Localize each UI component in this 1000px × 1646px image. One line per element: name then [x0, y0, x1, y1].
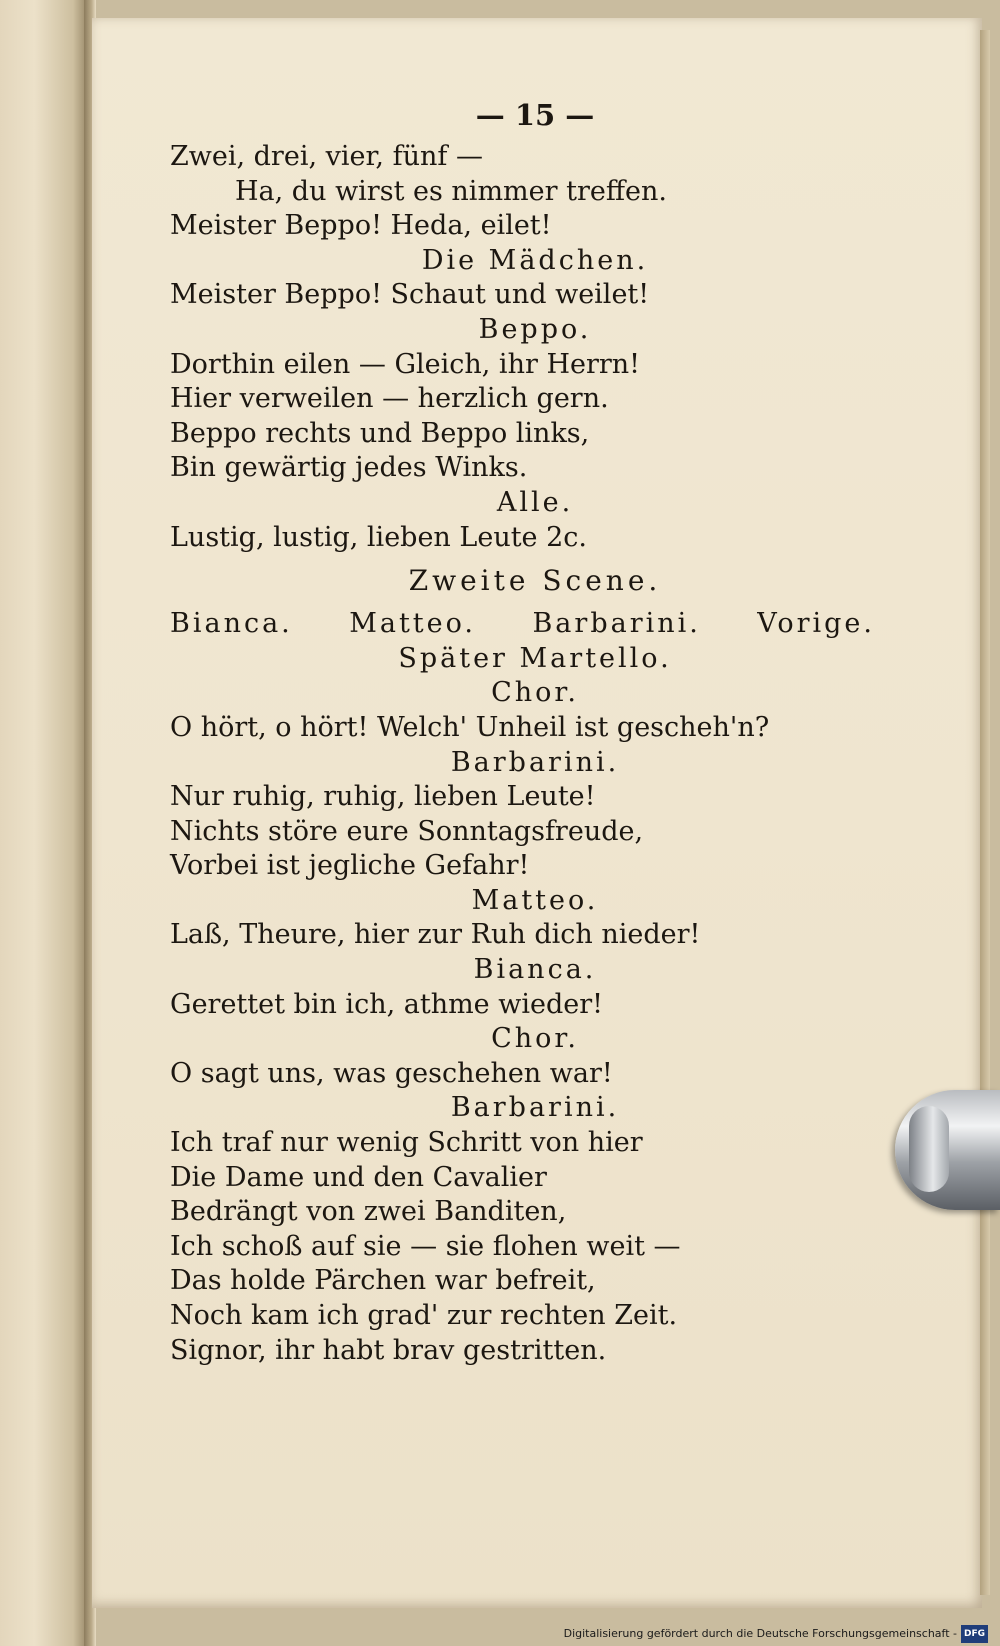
- page-number: — 15 —: [475, 98, 595, 132]
- verse-line: Nur ruhig, ruhig, lieben Leute!: [170, 781, 596, 813]
- scene-title: Zweite Scene.: [408, 564, 662, 598]
- verse-line: Gerettet bin ich, athme wieder!: [170, 988, 603, 1020]
- page-text: [170, 90, 900, 1368]
- left-page-edge: [0, 0, 86, 1646]
- cast-name: Barbarini.: [532, 608, 701, 640]
- speaker-heading: Matteo.: [471, 884, 599, 916]
- verse-line: Signor, ihr habt brav gestritten.: [170, 1334, 607, 1366]
- cast-name: Matteo.: [349, 608, 477, 640]
- digitization-footer: [564, 1626, 988, 1642]
- verse-line: Meister Beppo! Schaut und weilet!: [170, 279, 650, 311]
- verse-line: Meister Beppo! Heda, eilet!: [170, 210, 552, 242]
- verse-line: Hier verweilen — herzlich gern.: [170, 383, 609, 415]
- cast-later: Später Martello.: [398, 642, 672, 674]
- verse-line: O hört, o hört! Welch' Unheil ist gescheh'n?: [170, 711, 770, 743]
- verse-line: Noch kam ich grad' zur rechten Zeit.: [170, 1300, 678, 1331]
- cast-list: [170, 607, 875, 642]
- speaker-heading: Die Mädchen.: [421, 244, 649, 276]
- verse-line: Ich schoß auf sie — sie flohen weit —: [170, 1230, 681, 1262]
- verse-line: Zwei, drei, vier, fünf —: [170, 141, 483, 172]
- verse-line: Ha, du wirst es nimmer treffen.: [235, 175, 667, 207]
- speaker-heading: Barbarini.: [450, 1092, 620, 1124]
- page-edge: [980, 30, 990, 1595]
- verse-line: Bedrängt von zwei Banditen,: [170, 1196, 567, 1228]
- verse-line: Lustig, lustig, lieben Leute 2c.: [170, 521, 587, 553]
- verse-line: Bin gewärtig jedes Winks.: [170, 452, 528, 484]
- verse-line: O sagt uns, was geschehen war!: [170, 1057, 613, 1089]
- verse-line: Das holde Pärchen war befreit,: [170, 1265, 596, 1297]
- cast-name: Bianca.: [170, 608, 293, 640]
- verse-line: Ich traf nur wenig Schritt von hier: [170, 1127, 643, 1159]
- verse-line: Laß, Theure, hier zur Ruh dich nieder!: [170, 919, 701, 951]
- cast-name: Vorige.: [757, 608, 875, 640]
- speaker-heading: Alle.: [496, 486, 574, 518]
- footer-text: Digitalisierung gefördert durch die Deutsche Forschungsgemeinschaft -: [563, 1627, 957, 1640]
- speaker-heading: Beppo.: [478, 313, 592, 345]
- verse-line: Vorbei ist jegliche Gefahr!: [170, 850, 530, 882]
- dfg-logo-icon: DFG: [961, 1625, 988, 1643]
- speaker-heading: Barbarini.: [450, 746, 620, 778]
- speaker-heading: Bianca.: [473, 954, 597, 986]
- verse-line: Nichts störe eure Sonntagsfreude,: [170, 815, 644, 847]
- speaker-heading: Chor.: [491, 677, 579, 709]
- verse-line: Beppo rechts und Beppo links,: [170, 417, 590, 449]
- clip-highlight: [909, 1106, 949, 1192]
- verse-line: Die Dame und den Cavalier: [170, 1161, 547, 1193]
- verse-line: Dorthin eilen — Gleich, ihr Herrn!: [170, 348, 641, 380]
- speaker-heading: Chor.: [491, 1023, 579, 1055]
